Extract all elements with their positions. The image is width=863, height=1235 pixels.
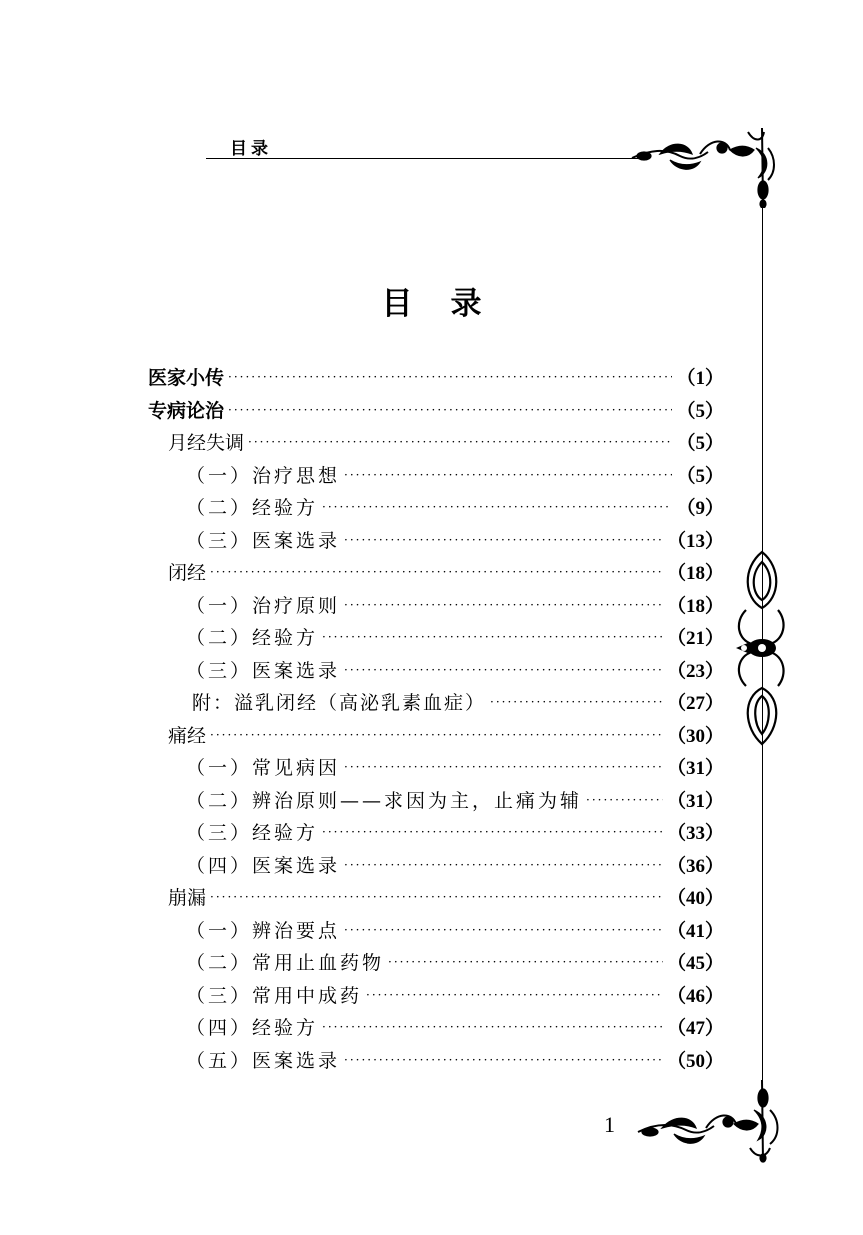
toc-dot-leader [344,654,663,687]
toc-entry-page: （47） [666,1018,724,1039]
toc-entry-label: （二）常用止血药物 [186,952,385,974]
toc-entry-page: （5） [676,400,724,422]
toc-entry-page: （18） [666,563,724,584]
toc-entry-page: （36） [666,855,724,877]
toc-entry-label: （一）常见病因 [186,757,341,779]
table-of-contents [148,362,724,1077]
toc-entry-label: 月经失调 [168,432,245,454]
toc-entry-label: （二）辨治原则——求因为主，止痛为辅 [186,789,583,812]
toc-entry[interactable] [148,915,724,948]
toc-dot-leader [344,849,663,882]
toc-entry[interactable] [148,720,724,753]
toc-entry[interactable] [148,687,724,720]
toc-entry[interactable] [148,850,724,883]
toc-entry-page: （21） [666,628,724,649]
toc-dot-leader [344,524,663,557]
toc-entry-page: （41） [666,920,724,942]
toc-dot-leader [344,459,672,492]
toc-entry[interactable] [148,1045,724,1078]
toc-entry[interactable] [148,557,724,590]
toc-entry-label: （五）医案选录 [186,1049,341,1072]
toc-entry[interactable] [148,817,724,850]
toc-entry-label: （二）经验方 [186,627,319,649]
toc-entry-page: （40） [666,888,724,909]
toc-entry[interactable] [148,785,724,818]
toc-entry-label: （三）经验方 [186,822,319,844]
toc-entry[interactable] [148,460,724,493]
toc-dot-leader [322,1011,663,1044]
toc-entry-page: （45） [666,953,724,974]
toc-entry-page: （50） [666,1050,724,1072]
toc-dot-leader [322,816,663,849]
toc-entry-page: （23） [666,660,724,682]
toc-dot-leader [210,881,663,914]
toc-dot-leader [322,491,672,524]
toc-entry-label: 专病论治 [148,399,225,422]
toc-entry-label: （二）经验方 [186,497,319,519]
toc-entry-label: （四）医案选录 [186,854,341,877]
toc-dot-leader [248,426,672,459]
toc-entry-label: 痛经 [168,724,207,747]
toc-dot-leader [490,686,663,719]
toc-dot-leader [228,361,672,394]
toc-entry-label: （三）医案选录 [186,659,341,682]
toc-dot-leader [228,394,672,427]
toc-entry-page: （18） [666,595,724,617]
toc-entry-page: （27） [666,693,724,714]
toc-dot-leader [322,621,663,654]
toc-dot-leader [210,556,663,589]
toc-dot-leader [210,719,663,752]
running-header-label: 目录 [230,139,272,159]
toc-entry-label: （一）治疗思想 [186,464,341,487]
toc-entry-label: （四）经验方 [186,1017,319,1039]
toc-entry[interactable] [148,525,724,558]
toc-entry-page: （33） [666,823,724,844]
toc-entry-page: （31） [666,790,724,812]
toc-entry[interactable] [148,1012,724,1045]
toc-entry[interactable] [148,882,724,915]
toc-entry-page: （5） [676,465,724,487]
toc-entry-page: （31） [666,758,724,779]
toc-entry-label: 崩漏 [168,887,207,909]
toc-dot-leader [388,946,663,979]
toc-entry[interactable] [148,590,724,623]
toc-entry-label: （一）治疗原则 [186,594,341,617]
toc-entry-label: （三）医案选录 [186,529,341,552]
toc-entry-page: （1） [676,368,724,389]
toc-dot-leader [344,1044,663,1077]
toc-dot-leader [344,751,663,784]
toc-entry[interactable] [148,362,724,395]
toc-entry-label: 医家小传 [148,367,225,389]
toc-entry-page: （5） [676,433,724,454]
toc-entry-label: （三）常用中成药 [186,984,363,1007]
toc-entry-label: 闭经 [168,562,207,584]
toc-entry[interactable] [148,655,724,688]
toc-dot-leader [344,914,663,947]
toc-entry-page: （46） [666,985,724,1007]
toc-entry-page: （9） [676,498,724,519]
page-title: 目录 [381,286,520,322]
toc-entry[interactable] [148,395,724,428]
toc-entry[interactable] [148,427,724,460]
toc-entry-page: （13） [666,530,724,552]
toc-entry[interactable] [148,622,724,655]
header-rule [206,158,638,159]
side-ornament-middle [732,548,790,748]
toc-entry[interactable] [148,752,724,785]
toc-dot-leader [586,784,663,817]
toc-entry-label: 附：溢乳闭经（高泌乳素血症） [192,692,487,714]
toc-entry[interactable] [148,980,724,1013]
toc-dot-leader [344,589,663,622]
corner-ornament-top [630,128,780,208]
toc-entry-page: （30） [666,725,724,747]
toc-entry[interactable] [148,492,724,525]
toc-dot-leader [366,979,663,1012]
toc-entry-label: （一）辨治要点 [186,919,341,942]
corner-ornament-bottom [634,1080,784,1164]
page-number: 1 [604,1112,615,1137]
toc-entry[interactable] [148,947,724,980]
